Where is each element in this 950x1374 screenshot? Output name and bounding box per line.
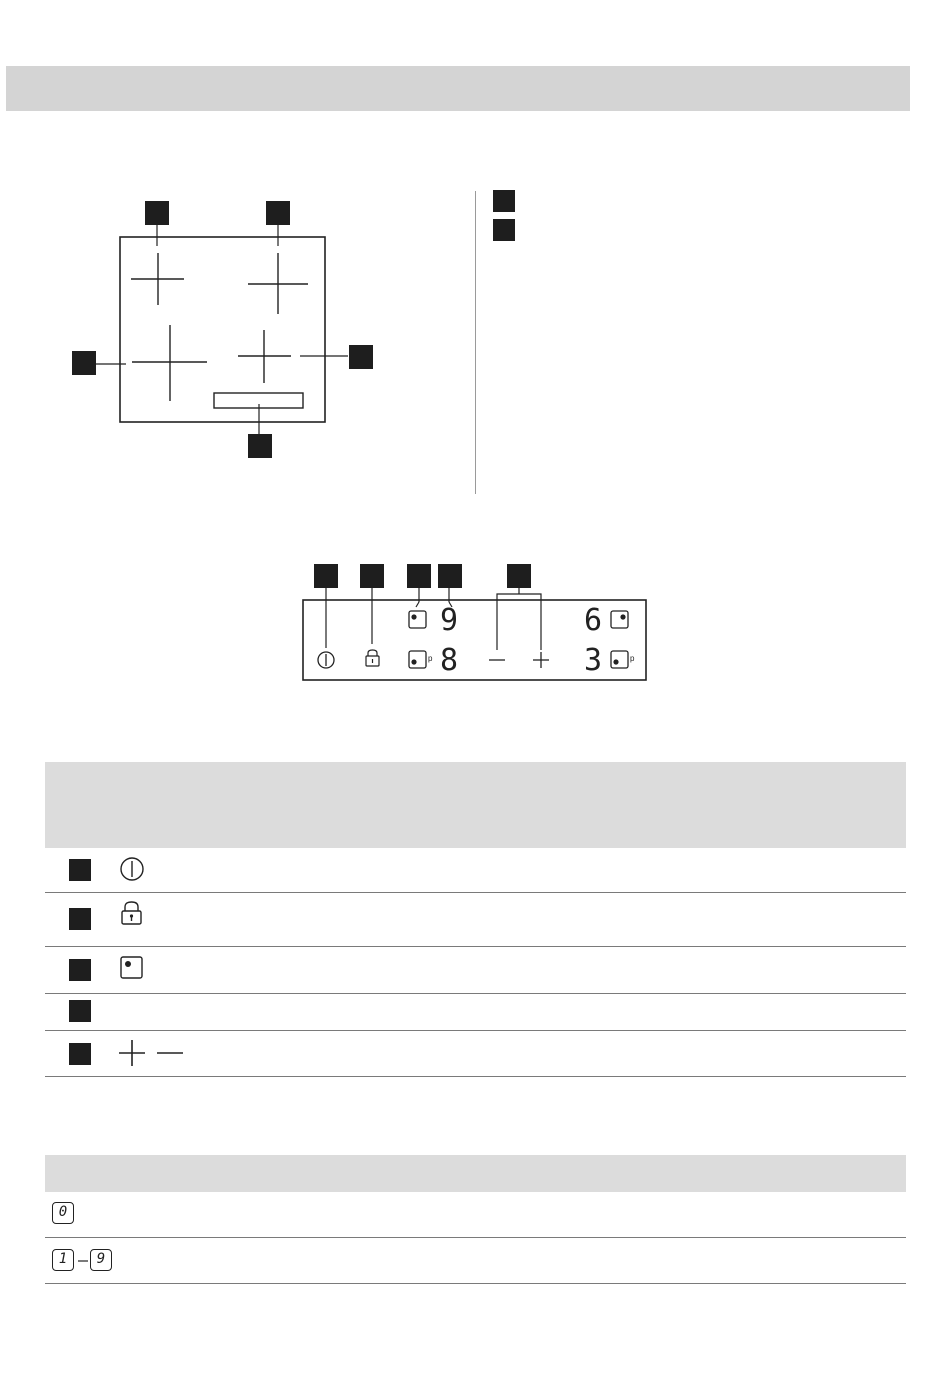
display-symbol: 0 — [52, 1202, 74, 1224]
zone-indicator-icon — [119, 955, 145, 981]
legend-marker — [493, 219, 515, 241]
callout-marker — [248, 434, 272, 458]
power-icon — [318, 652, 334, 668]
lock-icon — [366, 650, 379, 666]
callout-marker — [360, 564, 384, 588]
svg-text:p: p — [428, 654, 433, 663]
display-right-top: 6 — [584, 603, 603, 638]
callout-marker — [266, 201, 290, 225]
display-symbol: 1 — [52, 1249, 74, 1271]
hob-outline — [120, 237, 325, 422]
row-number-marker — [69, 859, 91, 881]
hob-outline-svg — [0, 0, 460, 500]
callout-marker — [145, 201, 169, 225]
legend-item — [493, 190, 523, 212]
callout-marker — [349, 345, 373, 369]
hob-diagram — [0, 0, 460, 500]
power-icon — [119, 856, 145, 882]
column-divider — [475, 191, 476, 494]
table-row — [45, 1192, 906, 1238]
plus-icon — [533, 652, 549, 668]
table-row — [45, 994, 906, 1031]
cooking-zone-rear-left — [131, 253, 184, 305]
zone-indicator-icon — [409, 611, 426, 628]
table-row — [45, 947, 906, 994]
cooking-zone-rear-right — [248, 253, 308, 314]
callout-marker — [314, 564, 338, 588]
row-number-marker — [69, 1043, 91, 1065]
control-panel-svg — [290, 560, 660, 690]
row-number-marker — [69, 1000, 91, 1022]
minus-icon — [156, 1039, 184, 1067]
callout-marker — [407, 564, 431, 588]
table-row — [45, 848, 906, 893]
range-dash — [78, 1259, 88, 1263]
display-table — [45, 1155, 906, 1284]
cooking-zone-front-right — [238, 330, 291, 383]
zone-indicator-p-icon — [409, 651, 426, 668]
cooking-zone-front-left — [132, 325, 207, 401]
callout-marker — [72, 351, 96, 375]
table-row — [45, 1031, 906, 1077]
table-header — [45, 762, 906, 848]
legend-marker — [493, 190, 515, 212]
callout-marker — [438, 564, 462, 588]
svg-text:p: p — [630, 654, 635, 663]
row-number-marker — [69, 959, 91, 981]
table-row — [45, 1238, 906, 1284]
row-number-marker — [69, 908, 91, 930]
control-panel-diagram — [290, 560, 660, 690]
zone-indicator-icon — [611, 611, 628, 628]
sensor-table — [45, 762, 906, 1077]
table-header — [45, 1155, 906, 1192]
plus-icon — [118, 1039, 146, 1067]
lock-icon — [120, 900, 144, 926]
display-symbol: 9 — [90, 1249, 112, 1271]
table-row — [45, 893, 906, 947]
display-left-top: 9 — [440, 603, 459, 638]
display-left-bottom: 8 — [440, 643, 459, 678]
callout-marker — [507, 564, 531, 588]
legend-item — [493, 219, 523, 241]
display-right-bottom: 3 — [584, 643, 603, 678]
zone-indicator-p-icon — [611, 651, 628, 668]
